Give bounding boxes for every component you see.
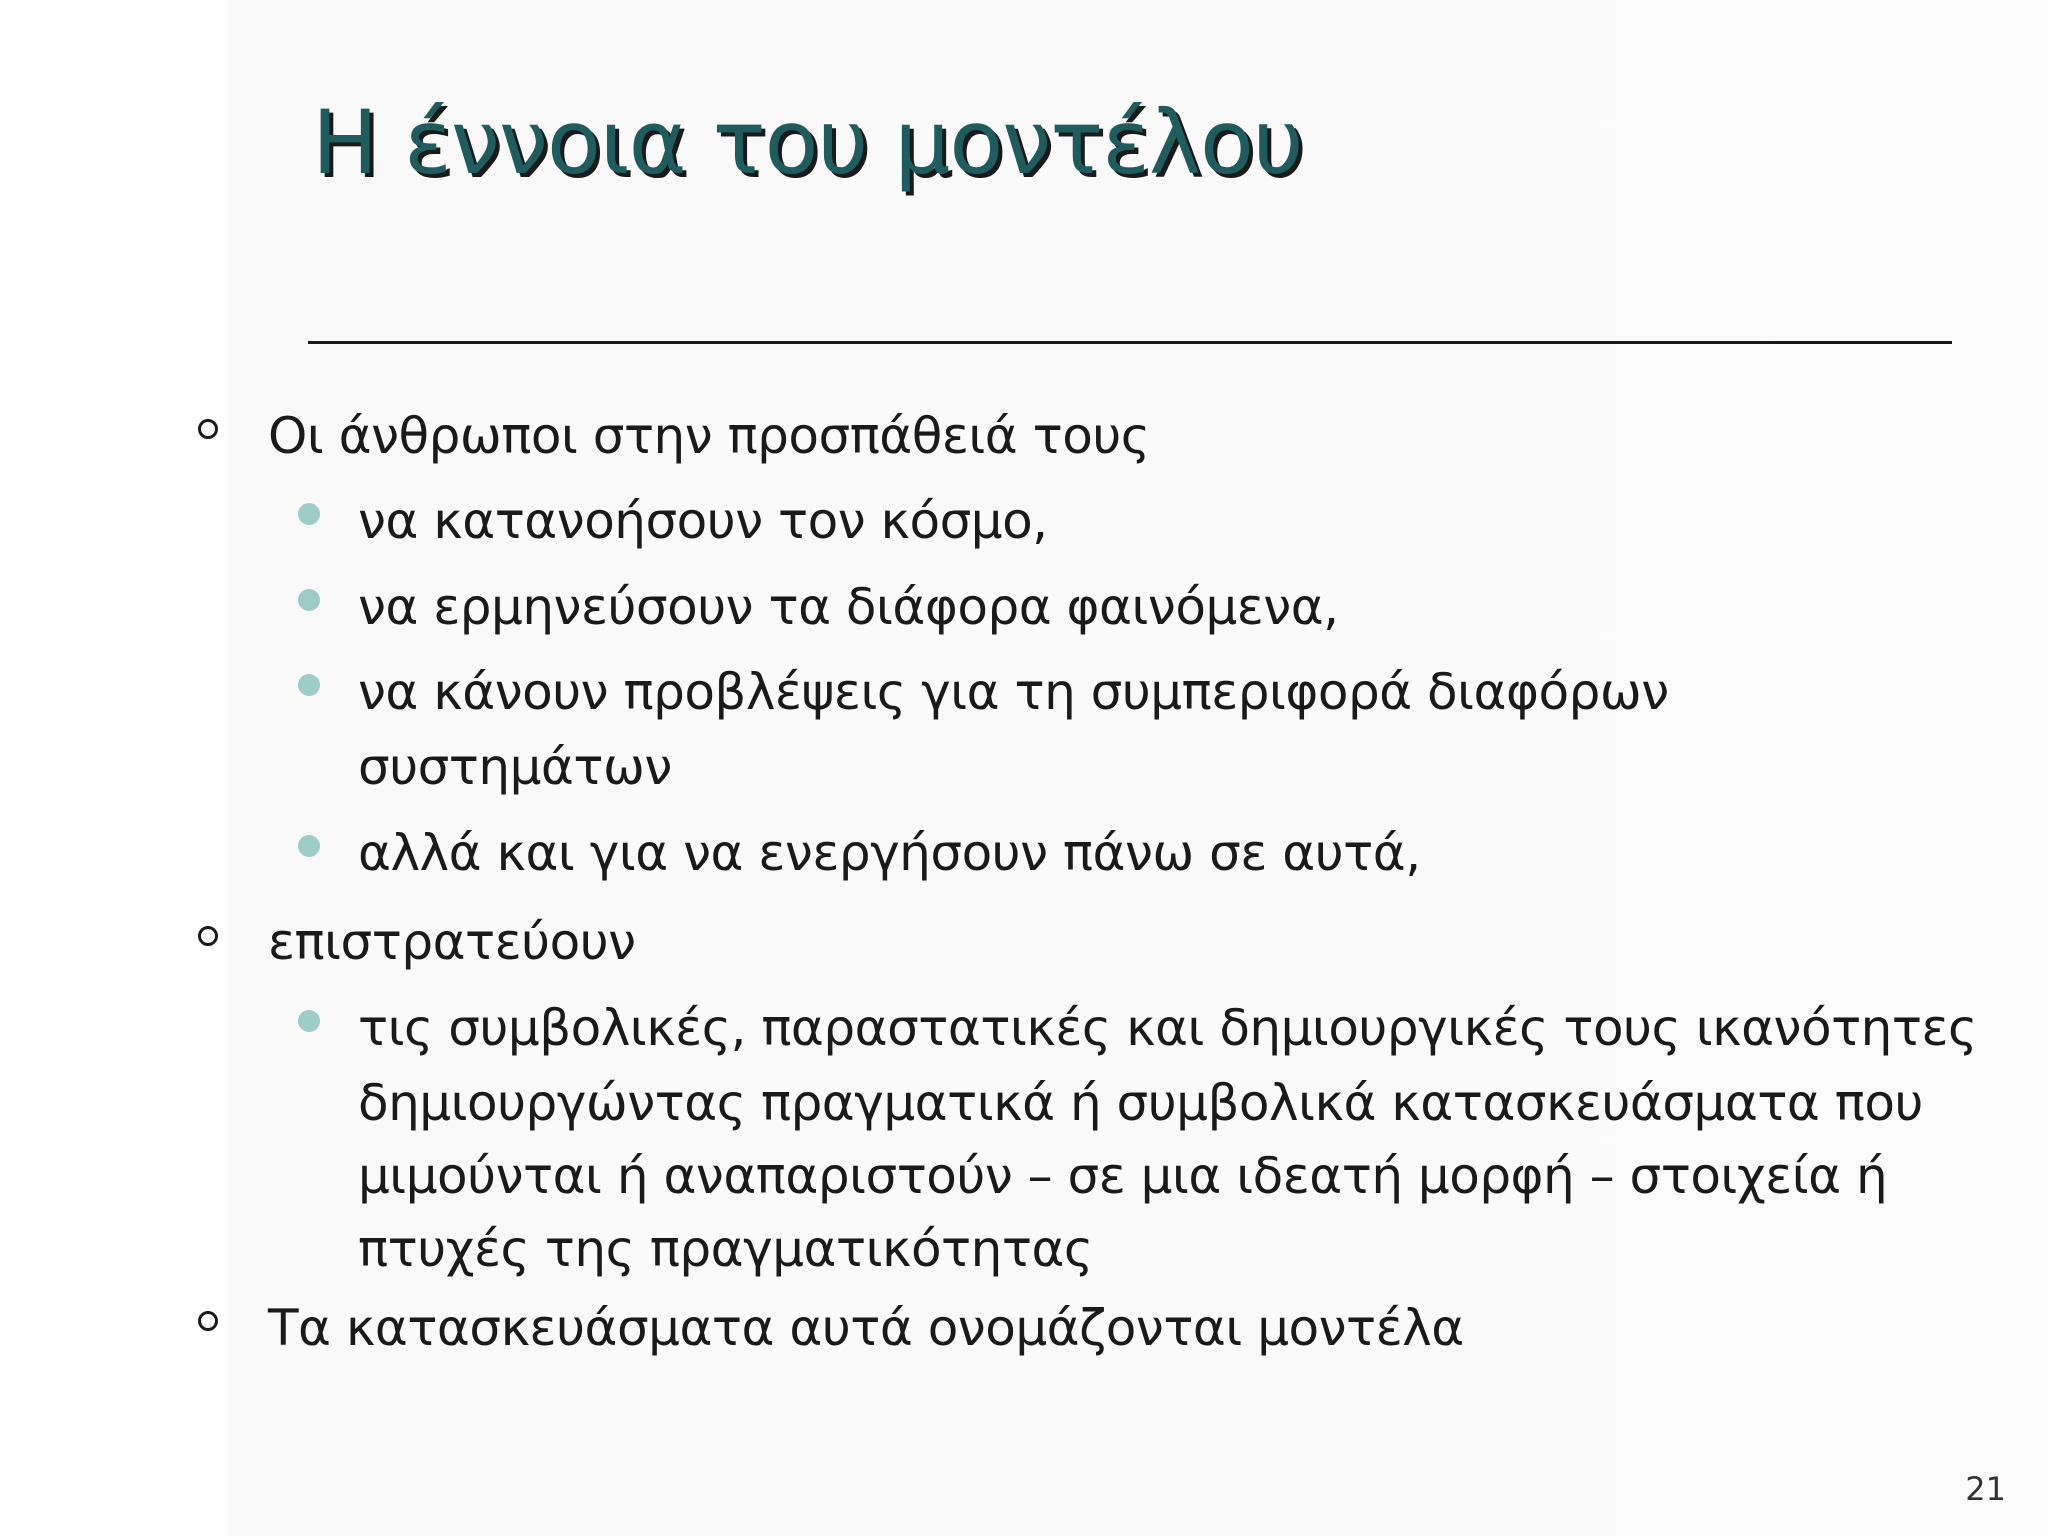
dot-bullet-icon xyxy=(298,835,320,857)
hollow-circle-bullet-icon xyxy=(198,419,218,439)
slide-title: Η έννοια του μοντέλου xyxy=(312,91,1303,194)
dot-bullet-icon xyxy=(298,1010,320,1032)
dot-bullet-icon xyxy=(298,503,320,525)
sub-bullet-item-line: τις συμβολικές, παραστατικές και δημιουργικές τους ικανότητες xyxy=(358,999,1977,1057)
hollow-circle-bullet-icon xyxy=(198,1311,218,1331)
bullet-item: Τα κατασκευάσματα αυτά ονομάζονται μοντέλα xyxy=(268,1299,1464,1357)
bullet-item: Οι άνθρωποι στην προσπάθειά τους xyxy=(268,407,1150,465)
title-divider xyxy=(308,341,1952,344)
sub-bullet-item-line: μιμούνται ή αναπαριστούν – σε μια ιδεατή μορφή – στοιχεία ή xyxy=(358,1147,1888,1205)
sub-bullet-item-line: να κάνουν προβλέψεις για τη συμπεριφορά διαφόρων xyxy=(358,663,1669,721)
sub-bullet-item: να κατανοήσουν τον κόσμο, xyxy=(358,492,1048,550)
sub-bullet-item-line: δημιουργώντας πραγματικά ή συμβολικά κατασκευάσματα που xyxy=(358,1074,1923,1132)
sub-bullet-item-line: πτυχές της πραγματικότητας xyxy=(358,1220,1093,1278)
sub-bullet-item: να ερμηνεύσουν τα διάφορα φαινόμενα, xyxy=(358,578,1339,636)
sub-bullet-item: αλλά και για να ενεργήσουν πάνω σε αυτά, xyxy=(358,824,1421,882)
sub-bullet-item-line: συστημάτων xyxy=(358,738,672,796)
page-number: 21 xyxy=(1965,1470,2006,1508)
hollow-circle-bullet-icon xyxy=(198,926,218,946)
dot-bullet-icon xyxy=(298,674,320,696)
dot-bullet-icon xyxy=(298,589,320,611)
bullet-item: επιστρατεύουν xyxy=(268,913,636,971)
